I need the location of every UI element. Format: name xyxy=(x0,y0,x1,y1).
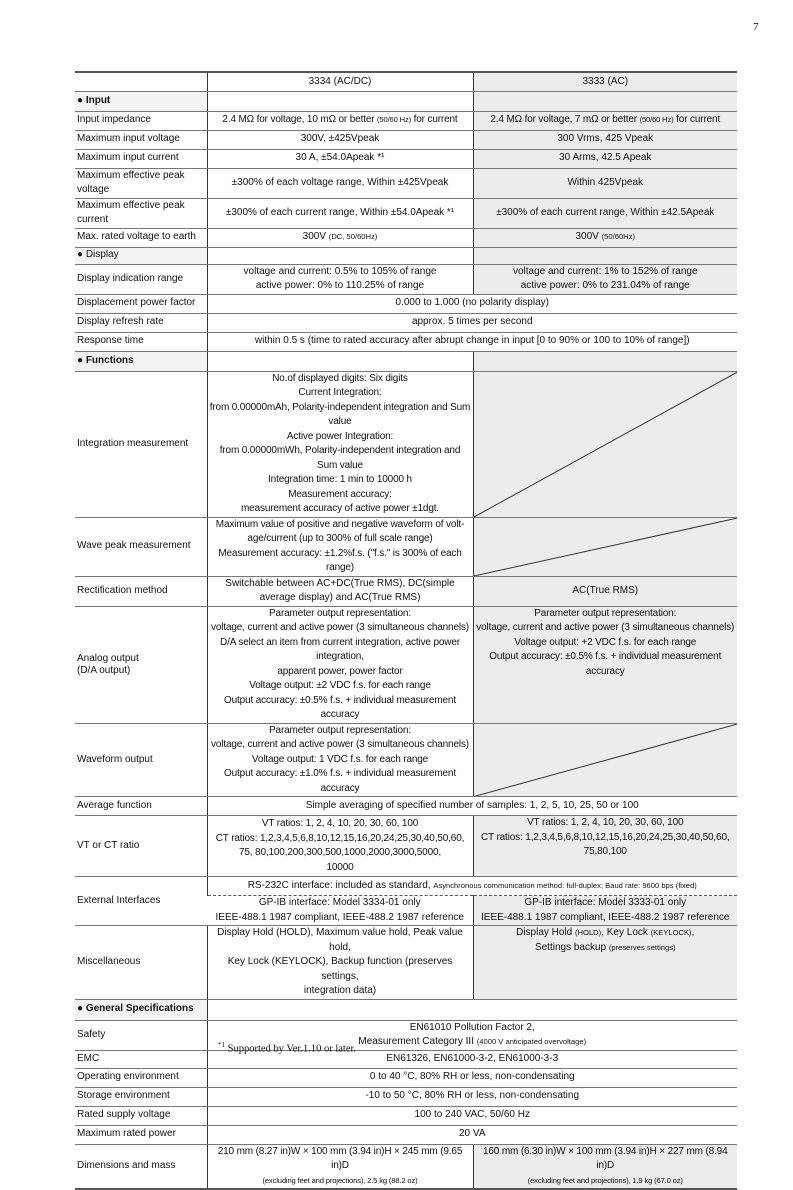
spec-label: Storage environment xyxy=(75,1087,207,1106)
cell-line xyxy=(210,607,471,622)
cell-line xyxy=(210,1021,736,1036)
header-blank xyxy=(75,72,207,91)
small-text-segment: (4000 V anticipated overvoltage) xyxy=(476,1037,587,1046)
cell-line xyxy=(210,1089,736,1104)
spec-label: Maximum effective peak current xyxy=(75,198,207,228)
text-segment: 2.4 MΩ for voltage, 7 mΩ or better xyxy=(490,114,640,126)
cell-line xyxy=(210,386,471,401)
spec-value-3333 xyxy=(473,264,737,294)
text-segment: Switchable between AC+DC(True RMS), DC(simple xyxy=(225,577,455,589)
cell-line xyxy=(476,845,736,860)
cell-line xyxy=(476,941,736,956)
spec-label: Analog output (D/A output) xyxy=(75,606,207,723)
spec-value-3333 xyxy=(473,576,737,606)
footnote-text: Supported by Ver.1.10 or later. xyxy=(225,1043,357,1055)
diagonal-strike xyxy=(474,518,738,576)
cell-line xyxy=(476,279,736,294)
spec-label: Maximum input voltage xyxy=(75,130,207,149)
spec-row-maximum-effective-peak-current xyxy=(75,198,737,228)
spec-value-3334 xyxy=(207,517,473,576)
spec-label: VT or CT ratio xyxy=(75,816,207,877)
text-segment: ±300% of each voltage range, Within ±425Vpeak xyxy=(231,176,449,188)
text-segment: GP-IB interface: Model 3333-01 only xyxy=(524,897,687,908)
section-blank xyxy=(207,247,473,264)
section-row-display xyxy=(75,247,737,264)
cell-line xyxy=(210,817,471,832)
small-text-segment: (preserves settings) xyxy=(608,942,676,952)
text-segment: Measurement accuracy: ±1.2%f.s. ("f.s." is 300% of each range) xyxy=(218,547,462,573)
section-title: ● Input xyxy=(75,91,207,111)
small-text-segment: (excluding feet and projections), 2.5 kg (88.2 oz) xyxy=(262,1175,418,1185)
section-title: ● Display xyxy=(75,247,207,264)
spec-row-miscellaneous xyxy=(75,926,737,1000)
spec-row-response-time xyxy=(75,332,737,351)
cell-line xyxy=(476,151,736,166)
text-segment: 300 Vrms, 425 Vpeak xyxy=(557,133,654,145)
cell-line xyxy=(210,1145,471,1174)
cell-line xyxy=(210,296,736,311)
spec-row-maximum-effective-peak-voltage xyxy=(75,168,737,198)
spec-table xyxy=(75,71,737,1190)
text-segment: Voltage output: +2 VDC f.s. for each range xyxy=(514,636,697,648)
spec-label: Safety xyxy=(75,1020,207,1050)
spec-row-input-impedance xyxy=(75,111,737,130)
spec-value-shared xyxy=(207,294,737,313)
spec-value-3333 xyxy=(473,228,737,247)
text-segment: 2.4 MΩ for voltage, 10 mΩ or better xyxy=(222,114,378,126)
text-segment: 30 A, ±54.0Apeak *¹ xyxy=(295,152,385,164)
spec-value-shared xyxy=(207,877,737,896)
text-segment: 100 to 240 VAC, 50/60 Hz xyxy=(414,1109,530,1121)
cell-line xyxy=(476,1174,736,1189)
spec-value-3334 xyxy=(207,130,473,149)
text-segment: approx. 5 times per second xyxy=(411,316,533,328)
text-segment: for current xyxy=(411,114,458,126)
text-segment: 160 mm (6.30 in)W × 100 mm (3.94 in)H × 227 mm (8.94 in)D xyxy=(482,1145,728,1171)
cell-line xyxy=(210,591,471,606)
text-segment: Output accuracy: ±1.0% f.s. + individual measurement accuracy xyxy=(224,768,456,794)
spec-row-average-function xyxy=(75,797,737,816)
cell-line xyxy=(210,206,471,221)
spec-row-rated-supply-voltage xyxy=(75,1106,737,1125)
section-blank xyxy=(207,351,473,371)
spec-value-3334 xyxy=(207,168,473,198)
small-text-segment: (KEYLOCK) xyxy=(650,928,692,937)
spec-value-3333 xyxy=(473,896,737,926)
spec-row-emc xyxy=(75,1050,737,1068)
spec-label: Maximum effective peak voltage xyxy=(75,168,207,198)
section-row-input xyxy=(75,91,737,111)
cell-line xyxy=(210,767,471,796)
small-text-segment: (50/60 Hz) xyxy=(639,115,674,125)
cell-line xyxy=(210,694,471,723)
text-segment: IEEE-488.1 1987 compliant, IEEE-488.2 1987 reference xyxy=(215,911,464,923)
text-segment: 20 VA xyxy=(459,1128,486,1140)
small-text-segment: (50/60 Hz) xyxy=(377,115,411,125)
cell-line xyxy=(210,315,736,330)
spec-value-3334 xyxy=(207,896,473,926)
cell-line xyxy=(476,230,736,245)
spec-label: External Interfaces xyxy=(75,877,207,926)
text-segment: 300V xyxy=(575,231,602,243)
cell-line xyxy=(210,753,471,768)
cell-line xyxy=(210,473,471,488)
text-segment: Voltage output: 1 VDC f.s. for each range xyxy=(251,753,429,765)
spec-label: Operating environment xyxy=(75,1068,207,1087)
cell-line xyxy=(210,372,471,387)
spec-value-3333 xyxy=(473,926,737,1000)
spec-value-3334 xyxy=(207,606,473,723)
spec-value-3334 xyxy=(207,264,473,294)
text-segment: 300V, ±425Vpeak xyxy=(300,133,380,145)
cell-line xyxy=(209,911,471,926)
cell-line xyxy=(210,577,471,592)
page-number: 7 xyxy=(753,21,759,33)
text-segment: voltage and current: 1% to 152% of range xyxy=(512,265,698,277)
text-segment: D/A select an item from current integration, active power integration, xyxy=(220,636,460,662)
cell-line xyxy=(476,636,736,651)
section-blank xyxy=(207,91,473,111)
spec-value-3333 xyxy=(473,111,737,130)
spec-value-shared xyxy=(207,1106,737,1125)
spec-row-maximum-input-voltage xyxy=(75,130,737,149)
footnote-mark: *1 xyxy=(218,1041,225,1049)
cell-line xyxy=(476,1145,736,1174)
cell-line xyxy=(476,926,736,941)
text-segment: IEEE-488.1 1987 compliant, IEEE-488.2 1987 reference xyxy=(481,911,730,923)
text-segment: Maximum value of positive and negative waveform of volt- xyxy=(215,518,465,530)
spec-value-3334 xyxy=(207,228,473,247)
spec-value-3334 xyxy=(207,723,473,797)
cell-line xyxy=(209,896,471,911)
spec-row-vt-or-ct-ratio xyxy=(75,816,737,877)
spec-value-3334 xyxy=(207,198,473,228)
cell-line xyxy=(476,206,736,221)
cell-line xyxy=(210,151,471,166)
cell-line xyxy=(210,926,471,955)
text-segment: age/current (up to 300% of full scale range) xyxy=(247,533,433,544)
spec-value-3334 xyxy=(207,1144,473,1189)
cell-line xyxy=(210,846,471,861)
spec-label: Displacement power factor xyxy=(75,294,207,313)
text-segment: Settings backup xyxy=(534,941,609,953)
spec-row-safety xyxy=(75,1020,737,1050)
text-segment: Active power Integration: xyxy=(286,430,394,442)
text-segment: ±300% of each current range, Within ±54.0Apeak *¹ xyxy=(225,206,455,218)
diagonal-strike xyxy=(474,724,738,797)
text-segment: VT ratios: 1, 2, 4, 10, 20, 30, 60, 100 xyxy=(527,817,684,828)
spec-row-waveform-output xyxy=(75,723,737,797)
text-segment: active power: 0% to 231.04% of range xyxy=(520,280,690,291)
text-segment: Parameter output representation: xyxy=(269,607,411,619)
spec-value-3334 xyxy=(207,111,473,130)
not-applicable-cell xyxy=(473,517,737,576)
text-segment: Measurement accuracy: xyxy=(288,488,392,500)
text-segment: 210 mm (8.27 in)W × 100 mm (3.94 in)H × 245 mm (9.65 in)D xyxy=(217,1145,463,1171)
cell-line xyxy=(210,832,471,847)
cell-line xyxy=(210,334,736,349)
cell-line xyxy=(210,665,471,680)
text-segment: Display Hold (HOLD), Maximum value hold, Peak value hold, xyxy=(217,927,463,953)
spec-label: EMC xyxy=(75,1050,207,1068)
spec-value-shared xyxy=(207,313,737,332)
text-segment: Display Hold xyxy=(516,927,576,938)
small-text-segment: Asynchronous communication method: full-duplex; Baud rate: 9600 bps (fixed) xyxy=(433,880,697,890)
cell-line xyxy=(210,265,471,280)
spec-label: Display refresh rate xyxy=(75,313,207,332)
text-segment: EN61326, EN61000-3-2, EN61000-3-3 xyxy=(386,1052,559,1064)
spec-label: Response time xyxy=(75,332,207,351)
text-segment: GP-IB interface: Model 3334-01 only xyxy=(258,897,421,908)
header-3333: 3333 (AC) xyxy=(473,72,737,91)
text-segment: 75,80,100 xyxy=(583,846,627,857)
spec-value-3334 xyxy=(207,149,473,168)
cell-line xyxy=(210,1070,736,1085)
spec-value-3333 xyxy=(473,149,737,168)
text-segment: active power: 0% to 110.25% of range xyxy=(255,280,425,291)
cell-line xyxy=(476,113,736,128)
cell-line xyxy=(476,132,736,147)
spec-label: Maximum input current xyxy=(75,149,207,168)
spec-value-3334 xyxy=(207,576,473,606)
text-segment: voltage, current and active power (3 simultaneous channels) xyxy=(476,622,735,633)
spec-label: Miscellaneous xyxy=(75,926,207,1000)
spec-row-storage-environment xyxy=(75,1087,737,1106)
spec-value-shared xyxy=(207,797,737,816)
spec-row-dimensions-and-mass xyxy=(75,1144,737,1189)
spec-value-3334 xyxy=(207,816,473,877)
cell-line xyxy=(476,607,736,622)
text-segment: CT ratios: 1,2,3,4,5,6,8,10,12,15,16,20,24,25,30,40,50,60, xyxy=(480,831,730,843)
spec-row-display-indication-range xyxy=(75,264,737,294)
spec-value-3333 xyxy=(473,606,737,723)
diagonal-strike xyxy=(474,372,738,517)
text-segment: 0 to 40 °C, 80% RH or less, non-condensating xyxy=(369,1071,575,1083)
cell-line xyxy=(210,679,471,694)
text-segment: within 0.5 s (time to rated accuracy after abrupt change in input [0 to 90% or 100 to 10% of range]) xyxy=(254,335,690,347)
text-segment: Within 425Vpeak xyxy=(567,176,644,188)
cell-line xyxy=(210,879,736,894)
cell-line xyxy=(210,113,471,128)
section-blank xyxy=(473,91,737,111)
spec-value-3333 xyxy=(473,168,737,198)
footnote xyxy=(218,1041,356,1055)
text-segment: 10000 xyxy=(326,861,354,873)
spec-label: Maximum rated power xyxy=(75,1125,207,1144)
spec-value-shared xyxy=(207,1068,737,1087)
text-segment: , Key Lock xyxy=(601,927,651,938)
text-segment: RS-232C interface: included as standard, xyxy=(247,879,434,891)
cell-line xyxy=(476,816,736,831)
cell-line xyxy=(210,401,471,430)
cell-line xyxy=(210,724,471,739)
spec-row-operating-environment xyxy=(75,1068,737,1087)
section-row-functions xyxy=(75,351,737,371)
text-segment: , xyxy=(691,927,695,938)
cell-line xyxy=(476,584,736,599)
spec-row-rectification-method xyxy=(75,576,737,606)
header-row xyxy=(75,72,737,91)
spec-value-shared xyxy=(207,1087,737,1106)
header-3334: 3334 (AC/DC) xyxy=(207,72,473,91)
section-title: ● General Specifications xyxy=(75,999,207,1020)
cell-line xyxy=(210,488,471,503)
text-segment: average display) and AC(True RMS) xyxy=(259,592,421,603)
section-blank xyxy=(473,351,737,371)
spec-label: Input impedance xyxy=(75,111,207,130)
cell-line xyxy=(210,132,471,147)
text-segment: CT ratios: 1,2,3,4,5,6,8,10,12,15,16,20,24,25,30,40,50,60, xyxy=(215,832,465,844)
spec-label: Average function xyxy=(75,797,207,816)
text-segment: 0.000 to 1.000 (no polarity display) xyxy=(395,297,549,309)
spec-row-external-interfaces xyxy=(75,877,737,896)
text-segment: AC(True RMS) xyxy=(572,584,639,596)
spec-label: Display indication range xyxy=(75,264,207,294)
spec-label: Rectification method xyxy=(75,576,207,606)
cell-line xyxy=(476,265,736,280)
text-segment: Simple averaging of specified number of samples: 1, 2, 5, 10, 25, 50 or 100 xyxy=(305,799,639,811)
section-title: ● Functions xyxy=(75,351,207,371)
text-segment: apparent power, power factor xyxy=(277,665,403,677)
spec-row-displacement-power-factor xyxy=(75,294,737,313)
cell-line xyxy=(210,518,471,533)
spec-row-analog-output-d-a-output xyxy=(75,606,737,723)
cell-line xyxy=(210,861,471,876)
text-segment: 75, 80,100,200,300,500,1000,2000,3000,5000, xyxy=(238,847,442,858)
spec-value-3334 xyxy=(207,926,473,1000)
section-blank xyxy=(207,999,737,1020)
cell-line xyxy=(210,955,471,984)
cell-line xyxy=(210,547,471,576)
text-segment: Parameter output representation: xyxy=(534,607,677,619)
cell-line xyxy=(476,650,736,679)
spec-label: Rated supply voltage xyxy=(75,1106,207,1125)
text-segment: from 0.00000mAh, Polarity-independent integration and Sum value xyxy=(209,401,471,427)
cell-line xyxy=(476,176,736,191)
text-segment: for current xyxy=(673,114,721,126)
spec-row-integration-measurement xyxy=(75,371,737,517)
cell-line xyxy=(476,621,736,636)
spec-value-3333 xyxy=(473,130,737,149)
cell-line xyxy=(210,230,471,245)
text-segment: Current Integration: xyxy=(298,387,382,398)
cell-line xyxy=(210,1127,736,1142)
cell-line xyxy=(210,738,471,753)
section-row-general-specifications xyxy=(75,999,737,1020)
spec-value-3333 xyxy=(473,1144,737,1189)
text-segment: Output accuracy: ±0.5% f.s. + individual measurement accuracy xyxy=(489,651,722,677)
cell-line xyxy=(210,1174,471,1189)
text-segment: voltage, current and active power (3 simultaneous channels) xyxy=(211,739,469,750)
cell-line xyxy=(210,532,471,547)
text-segment: 300V xyxy=(302,231,329,243)
small-text-segment: (DC, 50/60Hz) xyxy=(328,232,378,242)
cell-line xyxy=(210,176,471,191)
spec-label: Waveform output xyxy=(75,723,207,797)
small-text-segment: (HOLD) xyxy=(575,928,602,937)
spec-label: Wave peak measurement xyxy=(75,517,207,576)
cell-line xyxy=(210,444,471,473)
not-applicable-cell xyxy=(473,723,737,797)
cell-line xyxy=(210,621,471,636)
text-segment: VT ratios: 1, 2, 4, 10, 20, 30, 60, 100 xyxy=(261,818,419,829)
cell-line xyxy=(210,984,471,999)
small-text-segment: (50/60Hz) xyxy=(601,232,635,242)
text-segment: EN61010 Pollution Factor 2, xyxy=(409,1021,535,1033)
text-segment: 30 Arms, 42.5 Apeak xyxy=(559,152,652,164)
cell-line xyxy=(476,831,736,846)
spec-value-3334 xyxy=(207,371,473,517)
cell-line xyxy=(210,636,471,665)
spec-row-maximum-rated-power xyxy=(75,1125,737,1144)
spec-row-maximum-input-current xyxy=(75,149,737,168)
section-blank xyxy=(473,247,737,264)
cell-line xyxy=(210,799,736,814)
spec-row-display-refresh-rate xyxy=(75,313,737,332)
spec-label: Max. rated voltage to earth xyxy=(75,228,207,247)
text-segment: No.of displayed digits: Six digits xyxy=(272,372,408,384)
text-segment: Key Lock (KEYLOCK), Backup function (preserves settings, xyxy=(227,956,453,982)
cell-line xyxy=(210,279,471,294)
spec-label: Integration measurement xyxy=(75,371,207,517)
text-segment: Measurement Category III xyxy=(358,1036,477,1047)
spec-label: Dimensions and mass xyxy=(75,1144,207,1189)
spec-value-3333 xyxy=(473,816,737,877)
spec-row-wave-peak-measurement xyxy=(75,517,737,576)
cell-line xyxy=(210,502,471,517)
text-segment: measurement accuracy of active power ±1dgt. xyxy=(240,503,440,514)
text-segment: Parameter output representation: xyxy=(269,724,411,736)
spec-value-shared xyxy=(207,332,737,351)
text-segment: Output accuracy: ±0.5% f.s. + individual measurement accuracy xyxy=(224,694,456,720)
text-segment: from 0.00000mWh, Polarity-independent integration and Sum value xyxy=(219,445,461,471)
cell-line xyxy=(210,430,471,445)
cell-line xyxy=(476,896,736,911)
spec-row-max-rated-voltage-to-earth xyxy=(75,228,737,247)
spec-value-3333 xyxy=(473,198,737,228)
text-segment: -10 to 50 °C, 80% RH or less, non-condensating xyxy=(365,1090,580,1102)
text-segment: Voltage output: ±2 VDC f.s. for each range xyxy=(249,680,431,691)
text-segment: ±300% of each current range, Within ±42.5Apeak xyxy=(496,206,715,218)
text-segment: Integration time: 1 min to 10000 h xyxy=(268,474,412,485)
text-segment: voltage and current: 0.5% to 105% of range xyxy=(243,265,437,277)
not-applicable-cell xyxy=(473,371,737,517)
cell-line xyxy=(476,911,736,926)
small-text-segment: (excluding feet and projections), 1.9 kg (67.0 oz) xyxy=(527,1175,683,1185)
text-segment: integration data) xyxy=(303,985,377,996)
spec-value-shared xyxy=(207,1125,737,1144)
text-segment: voltage, current and active power (3 simultaneous channels) xyxy=(211,622,469,633)
